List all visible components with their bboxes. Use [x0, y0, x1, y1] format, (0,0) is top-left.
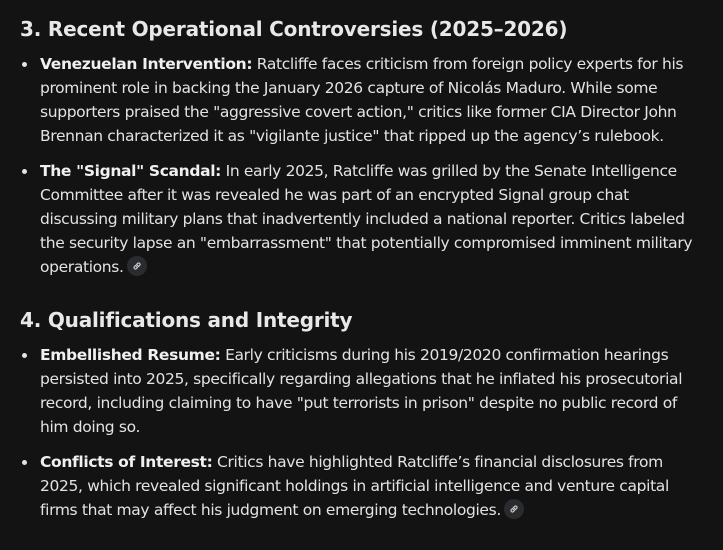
- item-text: Critics have highlighted Ratcliffe’s financial disclosures from 2025, which revealed significant holdings in artificial intelligence and venture capital firms that may affect his judgment on emerging technologies.: [40, 453, 669, 519]
- item-text: Early criticisms during his 2019/2020 confirmation hearings persisted into 2025, specifically regarding allegations that he inflated his prosecutorial record, including claiming to have "put terrorists in prison" despite no public record of him doing so.: [40, 346, 683, 436]
- item-title: Conflicts of Interest:: [40, 453, 213, 471]
- list-item-venezuelan-intervention: [20, 52, 703, 148]
- item-text: In early 2025, Ratcliffe was grilled by the Senate Intelligence Committee after it was revealed he was part of an encrypted Signal group chat discussing military plans that inadvertently included a national reporter. Critics labeled the security lapse an "embarrassment" that potentially compromised imminent military operations.: [40, 162, 693, 276]
- item-text: Ratcliffe faces criticism from foreign policy experts for his prominent role in backing the January 2026 capture of Nicolás Maduro. While some supporters praised the "aggressive covert action," critics like former CIA Director John Brennan characterized it as "vigilante justice" that ripped up the agency’s rulebook.: [40, 55, 684, 145]
- link-icon[interactable]: [127, 256, 147, 276]
- link-icon[interactable]: [504, 499, 524, 519]
- qualifications-integrity-list: [20, 343, 703, 522]
- list-item-signal-scandal: [20, 159, 703, 279]
- item-title: Embellished Resume:: [40, 346, 221, 364]
- item-title: Venezuelan Intervention:: [40, 55, 253, 73]
- section-heading-operational-controversies: 3. Recent Operational Controversies (2025–2026): [20, 17, 568, 41]
- list-item-embellished-resume: [20, 343, 703, 439]
- list-item-conflicts-of-interest: [20, 450, 703, 522]
- operational-controversies-list: [20, 52, 703, 279]
- section-heading-qualifications-integrity: 4. Qualifications and Integrity: [20, 308, 353, 332]
- item-title: The "Signal" Scandal:: [40, 162, 222, 180]
